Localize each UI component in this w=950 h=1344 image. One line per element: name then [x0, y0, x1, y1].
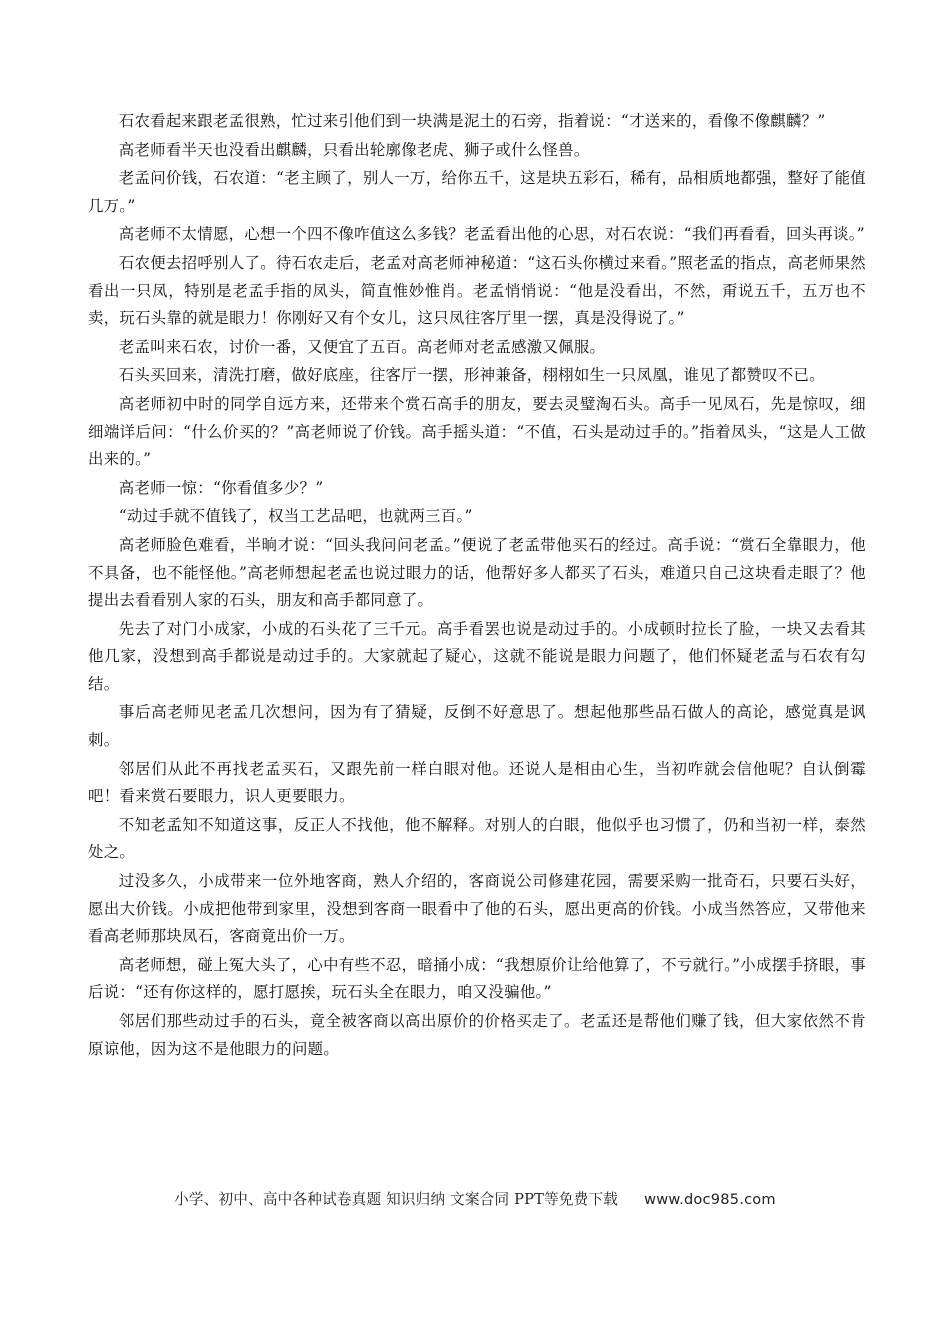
paragraph: 事后高老师见老孟几次想问，因为有了猜疑，反倒不好意思了。想起他那些品石做人的高论，感觉真是讽刺。: [88, 703, 866, 750]
footer-text: 小学、初中、高中各种试卷真题 知识归纳 文案合同 PPT等免费下载: [174, 1191, 619, 1208]
paragraph: “动过手就不值钱了，权当工艺品吧，也就两三百。”: [118, 507, 473, 526]
paragraph: 石农便去招呼别人了。待石农走后，老孟对高老师神秘道：“这石头你横过来看。”照老孟的指点，高老师果然看出一只凤，特别是老孟手指的凤头，简直惟妙惟肖。老孟悄悄说：“他是没看出，不然，甭说五千，五万也不卖，玩石头靠的就是眼力！你刚好又有个女儿，这只凤往客厅里一摆，真是没得说了。”: [88, 253, 866, 328]
paragraph: 不知老孟知不知道这事，反正人不找他，他不解释。对别人的白眼，他似乎也习惯了，仍和当初一样，泰然处之。: [88, 815, 866, 862]
paragraph: 高老师想，碰上冤大头了，心中有些不忍，暗捅小成：“我想原价让给他算了，不亏就行。”小成摆手挤眼，事后说：“还有你这样的，愿打愿挨，玩石头全在眼力，咱又没骗他。”: [88, 955, 866, 1002]
story-body: [88, 108, 866, 1064]
footer-link[interactable]: www.doc985.com: [644, 1191, 776, 1208]
paragraph: 邻居们从此不再找老孟买石，又跟先前一样白眼对他。还说人是相由心生，当初咋就会信他呢？自认倒霉吧！看来赏石要眼力，识人更要眼力。: [88, 759, 866, 806]
paragraph: 过没多久，小成带来一位外地客商，熟人介绍的，客商说公司修建花园，需要采购一批奇石，只要石头好，愿出大价钱。小成把他带到家里，没想到客商一眼看中了他的石头，愿出更高的价钱。小成当然答应，又带他来看高老师那块凤石，客商竟出价一万。: [88, 872, 866, 946]
paragraph: 石头买回来，清洗打磨，做好底座，往客厅一摆，形神兼备，栩栩如生一只凤凰，谁见了都赞叹不已。: [118, 366, 825, 385]
page-footer: [0, 1188, 950, 1209]
paragraph: 老孟问价钱，石农道：“老主顾了，别人一万，给你五千，这是块五彩石，稀有，品相质地都强，整好了能值几万。”: [88, 169, 866, 215]
paragraph: 邻居们那些动过手的石头，竟全被客商以高出原价的价格买走了。老孟还是帮他们赚了钱，但大家依然不肯原谅他，因为这不是他眼力的问题。: [88, 1012, 866, 1058]
paragraph: 高老师初中时的同学自远方来，还带来个赏石高手的朋友，要去灵璧淘石头。高手一见凤石，先是惊叹，细细端详后问：“什么价买的？”高老师说了价钱。高手摇头道：“不值，石头是动过手的。”指着凤头，“这是人工做出来的。”: [88, 394, 866, 469]
paragraph: 高老师脸色难看，半晌才说：“回头我问问老孟。”便说了老孟带他买石的经过。高手说：“赏石全靠眼力，他不具备，也不能怪他。”高老师想起老孟也说过眼力的话，他帮好多人都买了石头，难道只自己这块看走眼了？他提出去看看别人家的石头，朋友和高手都同意了。: [88, 535, 866, 610]
paragraph: 先去了对门小成家，小成的石头花了三千元。高手看罢也说是动过手的。小成顿时拉长了脸，一块又去看其他几家，没想到高手都说是动过手的。大家就起了疑心，这就不能说是眼力问题了，他们怀疑老孟与石农有勾结。: [88, 619, 866, 693]
paragraph: 石农看起来跟老孟很熟，忙过来引他们到一块满是泥土的石旁，指着说：“才送来的，看像不像麒麟？”: [118, 112, 826, 130]
paragraph: 高老师一惊：“你看值多少？”: [118, 478, 324, 497]
paragraph: 老孟叫来石农，讨价一番，又便宜了五百。高老师对老孟感激又佩服。: [118, 337, 606, 356]
paragraph: 高老师看半天也没看出麒麟，只看出轮廓像老虎、狮子或什么怪兽。: [118, 140, 590, 159]
paragraph: 高老师不太情愿，心想一个四不像咋值这么多钱？老孟看出他的心思，对石农说：“我们再看看，回头再谈。”: [118, 225, 865, 244]
